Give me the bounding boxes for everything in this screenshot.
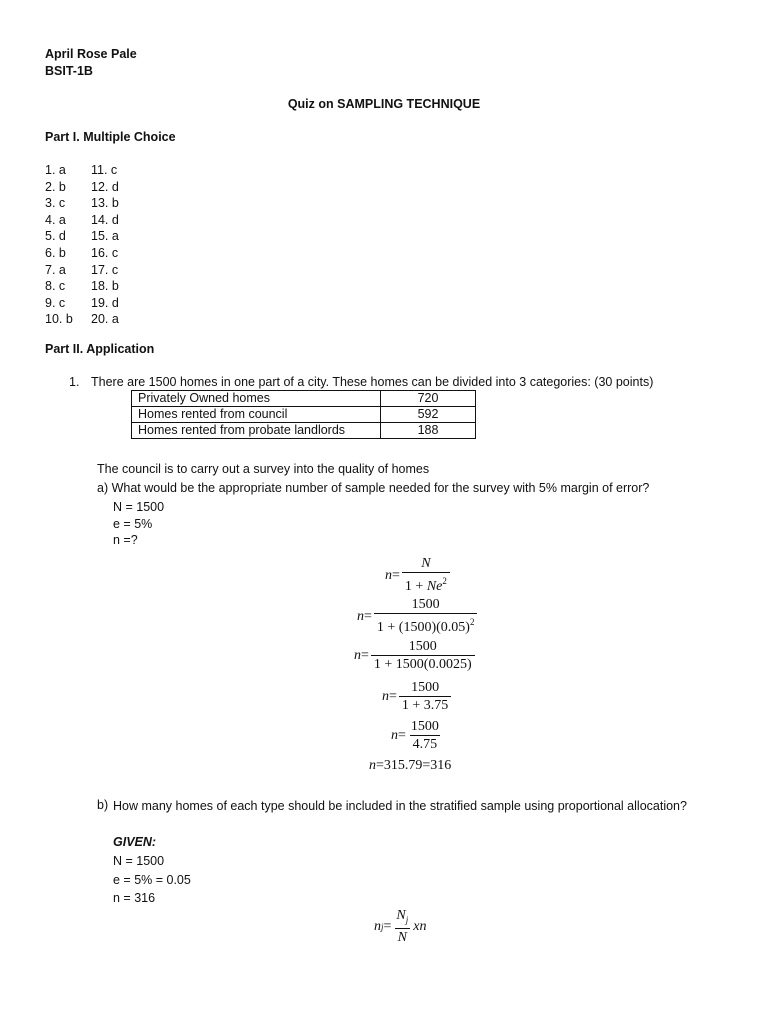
answer-item: 6. b bbox=[45, 245, 66, 260]
answer-item: 1. a bbox=[45, 163, 66, 177]
math-op: = bbox=[398, 728, 406, 743]
given-label: GIVEN: bbox=[113, 835, 157, 849]
answer-item: 4. a bbox=[45, 212, 66, 227]
answer-item: 8. c bbox=[45, 279, 66, 294]
answers-column-2 bbox=[91, 162, 119, 328]
question-a: a) What would be the appropriate number of sample needed for the survey with 5% margin of error? bbox=[97, 481, 650, 495]
math-op: = bbox=[361, 648, 369, 663]
answer-item: 2. b bbox=[45, 179, 66, 194]
answer-item: 19. d bbox=[91, 295, 119, 310]
table-cell-value: 592 bbox=[381, 407, 476, 423]
formula-line-4 bbox=[382, 680, 453, 714]
given-item: N = 1500 bbox=[113, 854, 165, 868]
math-op: = bbox=[383, 919, 392, 934]
question-number: 1. bbox=[69, 375, 80, 389]
math-subscript: j bbox=[405, 915, 409, 925]
math-var: n bbox=[354, 648, 361, 663]
answer-item: 20. a bbox=[91, 312, 119, 327]
answer-item: 18. b bbox=[91, 279, 119, 294]
answer-item: 13. b bbox=[91, 196, 119, 211]
math-var: Ne bbox=[426, 579, 443, 594]
answer-item: 5. d bbox=[45, 229, 66, 244]
math-var: N bbox=[396, 908, 406, 923]
math-term: 4.75 bbox=[410, 735, 441, 753]
table-row bbox=[132, 423, 476, 439]
math-var: n bbox=[385, 567, 392, 583]
answer-item: 7. a bbox=[45, 262, 66, 277]
question-b: How many homes of each type should be included in the stratified sample using proportional allocation? bbox=[113, 799, 687, 813]
table-cell-value: 188 bbox=[381, 423, 476, 439]
math-var: n bbox=[391, 728, 398, 743]
survey-intro: The council is to carry out a survey into the quality of homes bbox=[97, 462, 430, 476]
answer-item: 14. d bbox=[91, 212, 119, 227]
math-term: 1500 bbox=[411, 597, 440, 612]
math-var: N bbox=[421, 556, 431, 571]
answers-column-1 bbox=[45, 162, 73, 328]
answer-item: 12. d bbox=[91, 179, 119, 194]
given-a bbox=[113, 499, 164, 549]
formula-line-2 bbox=[357, 597, 479, 636]
table-cell-label: Homes rented from probate landlords bbox=[132, 423, 381, 439]
math-term: 1 + (1500)(0.05) bbox=[376, 620, 470, 635]
table-row bbox=[132, 391, 476, 407]
table-cell-label: Privately Owned homes bbox=[132, 391, 381, 407]
math-var: n bbox=[374, 919, 381, 934]
answer-item: 9. c bbox=[45, 295, 66, 310]
part1-heading: Part I. Multiple Choice bbox=[45, 130, 176, 144]
answer-item: 11. c bbox=[91, 163, 118, 177]
table-cell-label: Homes rented from council bbox=[132, 407, 381, 423]
math-op: = bbox=[392, 567, 400, 583]
answer-item: 15. a bbox=[91, 229, 119, 244]
math-var: xn bbox=[413, 919, 427, 934]
math-var: N bbox=[397, 930, 408, 945]
math-term: 1 + bbox=[404, 579, 427, 594]
math-subscript: j bbox=[381, 922, 384, 932]
math-term: 1500 bbox=[410, 719, 439, 734]
math-exp: 2 bbox=[442, 576, 447, 586]
given-item: n =? bbox=[113, 533, 138, 547]
answer-item: 16. c bbox=[91, 245, 119, 260]
given-item: e = 5% bbox=[113, 516, 153, 531]
math-term: 1500 bbox=[411, 680, 440, 695]
math-term: 1 + 3.75 bbox=[399, 696, 451, 714]
math-term: 1500 bbox=[408, 639, 437, 654]
formula-line-1 bbox=[385, 556, 452, 595]
given-item: n = 316 bbox=[113, 891, 156, 905]
math-var: n bbox=[382, 689, 389, 704]
math-op: = bbox=[389, 689, 397, 704]
student-section: BSIT-1B bbox=[45, 64, 93, 78]
math-exp: 2 bbox=[469, 617, 475, 627]
math-term: 1 + 1500(0.0025) bbox=[371, 655, 475, 673]
question-1-text: There are 1500 homes in one part of a city. These homes can be divided into 3 categories: (30 points) bbox=[91, 375, 654, 389]
student-name: April Rose Pale bbox=[45, 47, 137, 61]
categories-table bbox=[131, 390, 476, 439]
given-item: N = 1500 bbox=[113, 500, 165, 514]
formula-result bbox=[369, 758, 451, 774]
answer-item: 17. c bbox=[91, 262, 119, 277]
answer-item: 10. b bbox=[45, 312, 73, 327]
given-b bbox=[113, 853, 191, 907]
formula-line-3 bbox=[354, 639, 477, 673]
answer-item: 3. c bbox=[45, 196, 66, 211]
math-op: = bbox=[364, 608, 372, 624]
table-row bbox=[132, 407, 476, 423]
math-var: n bbox=[357, 608, 364, 624]
table-cell-value: 720 bbox=[381, 391, 476, 407]
allocation-formula bbox=[374, 908, 427, 946]
part2-heading: Part II. Application bbox=[45, 342, 155, 356]
given-item: e = 5% = 0.05 bbox=[113, 872, 191, 887]
formula-line-5 bbox=[391, 719, 444, 753]
question-b-prefix: b) bbox=[97, 798, 109, 812]
math-var: n bbox=[369, 758, 376, 773]
math-term: =315.79=316 bbox=[376, 758, 452, 773]
page-title: Quiz on SAMPLING TECHNIQUE bbox=[287, 97, 481, 111]
